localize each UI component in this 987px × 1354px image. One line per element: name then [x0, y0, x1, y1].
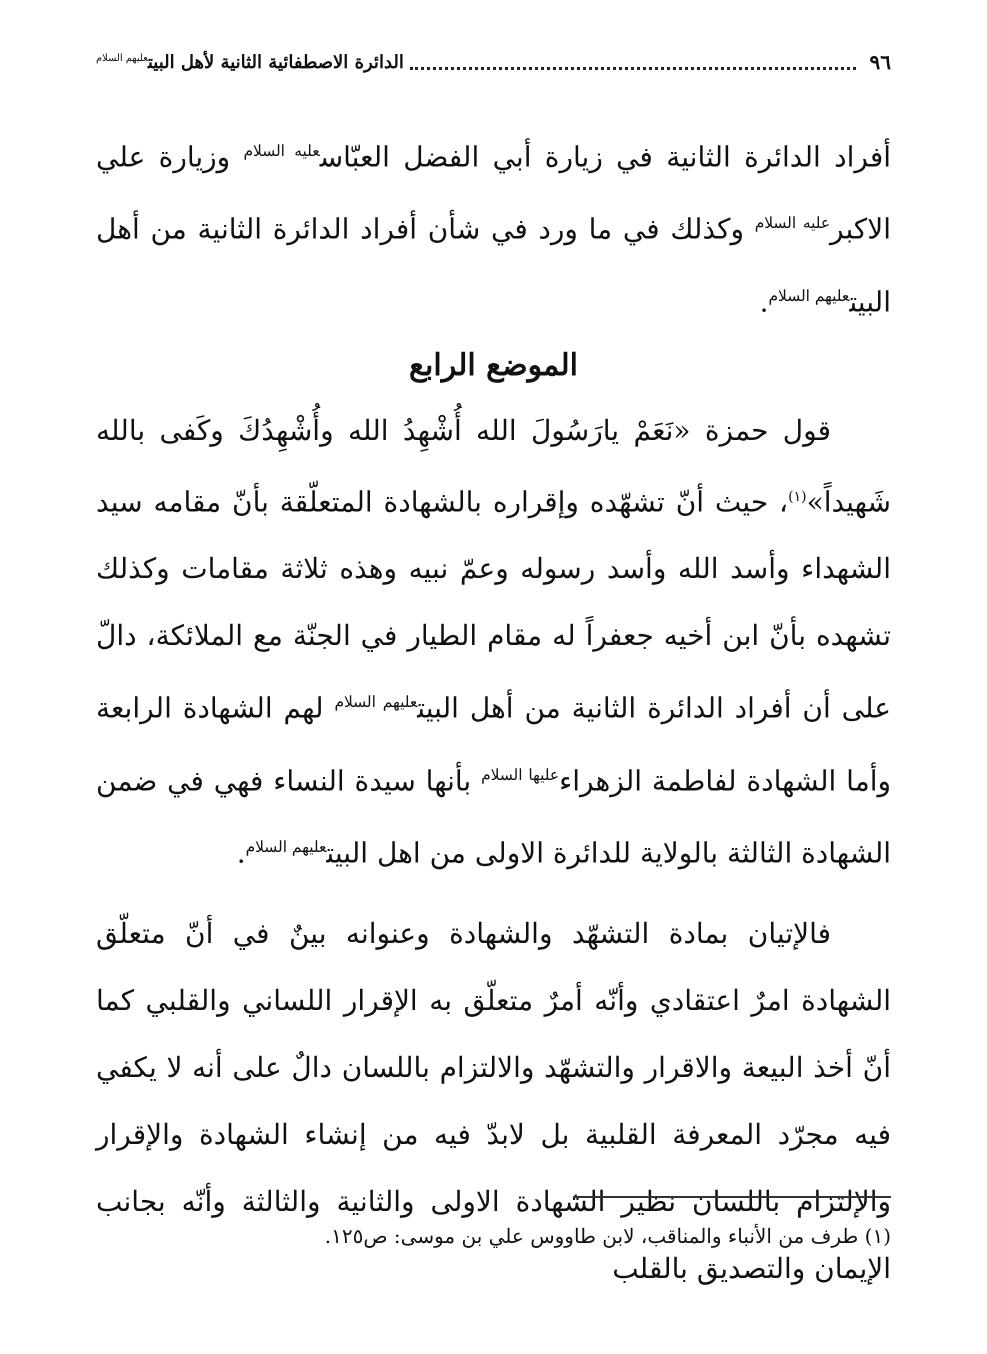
- paragraph: [96, 118, 891, 335]
- paragraph-text: وزيارة علي الاكبر: [96, 140, 891, 246]
- honorific-mark: عليهم السلام: [768, 286, 850, 305]
- header-dot-leader: [410, 55, 856, 70]
- paragraph-text: بأنها سيدة النساء فهي في ضمن الشهادة الثالثة بالولاية للدائرة الاولى من اهل البيت: [96, 763, 891, 870]
- section-heading: الموضع الرابع: [409, 347, 578, 383]
- running-title: [96, 52, 404, 73]
- paragraph-text: قول حمزة «نَعَمْ يارَسُولَ الله أُشْهِدُ الله وأُشْهِدُكَ وكَفى بالله شَهيداً»: [96, 413, 891, 519]
- paragraph: فالإتيان بمادة التشهّد والشهادة وعنوانه بينٌ في أنّ متعلّق الشهادة امرٌ اعتقادي وأنّه أمرٌ متعلّق به الإقرار اللساني والقلبي كما أنّ أخذ البيعة والاقرار والتشهّد والالتزام باللسان دالٌ على أنه لا يكفي فيه مجرّد المعرفة القلبية بل لابدّ فيه من إنشاء الشهادة والإقرار والإلتزام باللسان نظير الشهادة الاولى والثانية والثالثة وأنّه بجانب الإيمان والتصديق بالقلب: [96, 917, 891, 1286]
- honorific-mark: عليهم السلام: [96, 52, 148, 64]
- paragraph-text: .: [236, 836, 246, 870]
- paragraph-text: لهم الشهادة الرابعة وأما الشهادة لفاطمة الزهراء: [96, 691, 891, 797]
- honorific-mark: عليهم السلام: [334, 693, 418, 712]
- running-title-text: الدائرة الاصطفائية الثانية لأهل البيت: [147, 51, 404, 73]
- footnote-separator: [573, 1196, 891, 1198]
- footnote-reference[interactable]: (١): [788, 488, 807, 505]
- honorific-mark: عليه السلام: [243, 142, 320, 160]
- paragraph-gap: [96, 886, 891, 900]
- honorific-mark: عليه السلام: [754, 214, 831, 233]
- running-header: [96, 44, 891, 80]
- main-text: [96, 118, 891, 1302]
- paragraph-text: .: [759, 284, 769, 318]
- paragraph-text: أفراد الدائرة الثانية في زيارة أبي الفضل العبّاس: [319, 140, 891, 174]
- footnote: (١) طرف من الأنباء والمناقب، لابن طاووس علي بن موسى: ص١٢٥.: [324, 1224, 891, 1248]
- honorific-mark: عليهم السلام: [245, 837, 327, 856]
- honorific-mark: عليها السلام: [481, 765, 560, 784]
- paragraph-text: ، حيث أنّ تشهّده وإقراره بالشهادة المتعلّقة بأنّ مقامه سيد الشهداء وأسد الله وأسد رسوله وعمّ نبيه وهذه ثلاثة مقامات وكذلك تشهده بأنّ ابن أخيه جعفراً له مقام الطيار في الجنّة مع الملائكة، دالّ على أن أفراد الدائرة الثانية من أهل البيت: [96, 485, 891, 725]
- page-number: ٩٦: [869, 50, 891, 74]
- paragraph-text: وكذلك في ما ورد في شأن أفراد الدائرة الثانية من أهل البيت: [96, 212, 891, 318]
- paragraph: [96, 397, 891, 886]
